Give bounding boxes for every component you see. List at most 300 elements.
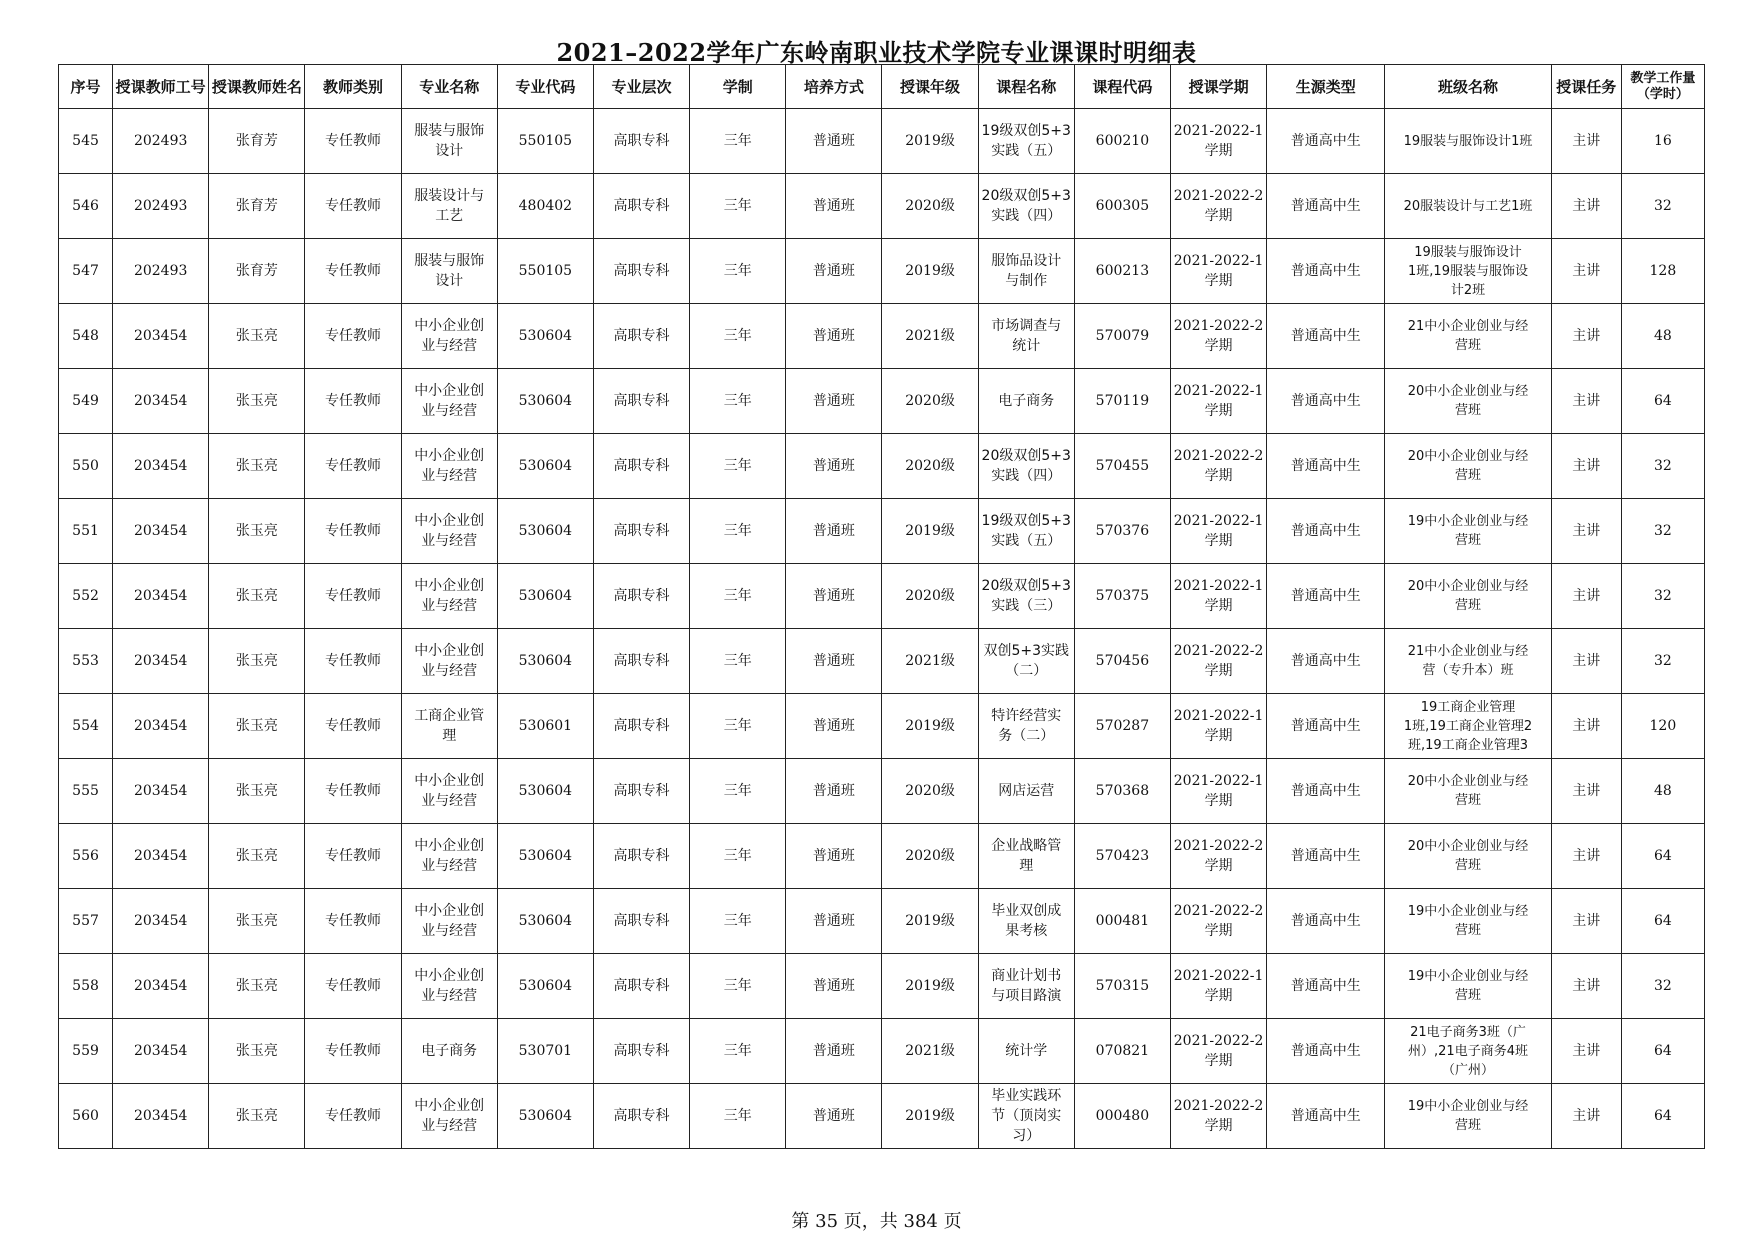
header-row bbox=[59, 65, 1705, 109]
major-code-cell: 530701 bbox=[497, 1019, 593, 1084]
major-level-cell: 高职专科 bbox=[593, 174, 689, 239]
class-name-cell: 20中小企业创业与经 营班 bbox=[1385, 759, 1551, 824]
training-mode-cell: 普通班 bbox=[786, 564, 882, 629]
header-cell: 学制 bbox=[690, 65, 786, 109]
teacher-type-cell: 专任教师 bbox=[305, 824, 401, 889]
course-code-cell: 070821 bbox=[1074, 1019, 1170, 1084]
class-name-cell: 20中小企业创业与经 营班 bbox=[1385, 824, 1551, 889]
teacher-name-cell: 张玉亮 bbox=[209, 564, 305, 629]
seq-cell: 559 bbox=[59, 1019, 113, 1084]
grade-cell: 2020级 bbox=[882, 434, 978, 499]
duration-cell: 三年 bbox=[690, 954, 786, 1019]
duration-cell: 三年 bbox=[690, 1019, 786, 1084]
task-cell: 主讲 bbox=[1551, 824, 1621, 889]
teacher-id-cell: 202493 bbox=[113, 239, 209, 304]
teacher-name-cell: 张玉亮 bbox=[209, 629, 305, 694]
course-name-cell: 服饰品设计 与制作 bbox=[978, 239, 1074, 304]
major-code-cell: 530604 bbox=[497, 629, 593, 694]
task-cell: 主讲 bbox=[1551, 369, 1621, 434]
course-name-cell: 电子商务 bbox=[978, 369, 1074, 434]
course-name-cell: 双创5+3实践 （二） bbox=[978, 629, 1074, 694]
major-level-cell: 高职专科 bbox=[593, 434, 689, 499]
workload-cell: 32 bbox=[1621, 564, 1704, 629]
teacher-name-cell: 张玉亮 bbox=[209, 759, 305, 824]
student-source-cell: 普通高中生 bbox=[1267, 369, 1385, 434]
course-code-cell: 570315 bbox=[1074, 954, 1170, 1019]
table-row bbox=[59, 954, 1705, 1019]
seq-cell: 547 bbox=[59, 239, 113, 304]
teacher-id-cell: 203454 bbox=[113, 369, 209, 434]
grade-cell: 2020级 bbox=[882, 174, 978, 239]
teacher-id-cell: 203454 bbox=[113, 304, 209, 369]
training-mode-cell: 普通班 bbox=[786, 369, 882, 434]
teacher-name-cell: 张育芳 bbox=[209, 239, 305, 304]
course-name-cell: 20级双创5+3 实践（四） bbox=[978, 174, 1074, 239]
major-level-cell: 高职专科 bbox=[593, 304, 689, 369]
major-name-cell: 中小企业创 业与经营 bbox=[401, 954, 497, 1019]
course-code-cell: 570368 bbox=[1074, 759, 1170, 824]
class-name-cell: 20中小企业创业与经 营班 bbox=[1385, 369, 1551, 434]
class-name-cell: 20中小企业创业与经 营班 bbox=[1385, 434, 1551, 499]
teacher-id-cell: 203454 bbox=[113, 629, 209, 694]
seq-cell: 553 bbox=[59, 629, 113, 694]
workload-cell: 128 bbox=[1621, 239, 1704, 304]
page-footer: 第 35 页，共 384 页 bbox=[791, 1211, 962, 1232]
grade-cell: 2019级 bbox=[882, 499, 978, 564]
student-source-cell: 普通高中生 bbox=[1267, 629, 1385, 694]
task-cell: 主讲 bbox=[1551, 694, 1621, 759]
student-source-cell: 普通高中生 bbox=[1267, 499, 1385, 564]
teacher-id-cell: 203454 bbox=[113, 499, 209, 564]
training-mode-cell: 普通班 bbox=[786, 1084, 882, 1149]
major-name-cell: 服装与服饰 设计 bbox=[401, 109, 497, 174]
semester-cell: 2021-2022-1 学期 bbox=[1170, 954, 1266, 1019]
duration-cell: 三年 bbox=[690, 824, 786, 889]
teacher-name-cell: 张玉亮 bbox=[209, 369, 305, 434]
header-cell: 培养方式 bbox=[786, 65, 882, 109]
task-cell: 主讲 bbox=[1551, 629, 1621, 694]
major-name-cell: 中小企业创 业与经营 bbox=[401, 824, 497, 889]
header-cell: 授课教师工号 bbox=[113, 65, 209, 109]
major-name-cell: 中小企业创 业与经营 bbox=[401, 564, 497, 629]
task-cell: 主讲 bbox=[1551, 109, 1621, 174]
task-cell: 主讲 bbox=[1551, 1019, 1621, 1084]
course-name-cell: 20级双创5+3 实践（三） bbox=[978, 564, 1074, 629]
student-source-cell: 普通高中生 bbox=[1267, 174, 1385, 239]
major-code-cell: 550105 bbox=[497, 109, 593, 174]
teacher-type-cell: 专任教师 bbox=[305, 174, 401, 239]
major-name-cell: 工商企业管 理 bbox=[401, 694, 497, 759]
major-code-cell: 530604 bbox=[497, 954, 593, 1019]
student-source-cell: 普通高中生 bbox=[1267, 304, 1385, 369]
workload-cell: 48 bbox=[1621, 759, 1704, 824]
table-body bbox=[59, 109, 1705, 1149]
teacher-type-cell: 专任教师 bbox=[305, 1019, 401, 1084]
training-mode-cell: 普通班 bbox=[786, 1019, 882, 1084]
header-cell: 序号 bbox=[59, 65, 113, 109]
teacher-name-cell: 张育芳 bbox=[209, 174, 305, 239]
table-row bbox=[59, 239, 1705, 304]
training-mode-cell: 普通班 bbox=[786, 239, 882, 304]
course-name-cell: 市场调查与 统计 bbox=[978, 304, 1074, 369]
course-name-cell: 统计学 bbox=[978, 1019, 1074, 1084]
header-cell: 授课教师姓名 bbox=[209, 65, 305, 109]
header-cell: 专业层次 bbox=[593, 65, 689, 109]
major-name-cell: 电子商务 bbox=[401, 1019, 497, 1084]
header-cell: 课程代码 bbox=[1074, 65, 1170, 109]
major-name-cell: 中小企业创 业与经营 bbox=[401, 304, 497, 369]
seq-cell: 549 bbox=[59, 369, 113, 434]
major-name-cell: 中小企业创 业与经营 bbox=[401, 499, 497, 564]
course-name-cell: 19级双创5+3 实践（五） bbox=[978, 499, 1074, 564]
class-name-cell: 21电子商务3班（广 州）,21电子商务4班 （广州） bbox=[1385, 1019, 1551, 1084]
workload-cell: 64 bbox=[1621, 889, 1704, 954]
course-name-cell: 企业战略管 理 bbox=[978, 824, 1074, 889]
duration-cell: 三年 bbox=[690, 889, 786, 954]
grade-cell: 2020级 bbox=[882, 564, 978, 629]
teacher-type-cell: 专任教师 bbox=[305, 239, 401, 304]
task-cell: 主讲 bbox=[1551, 759, 1621, 824]
teacher-name-cell: 张玉亮 bbox=[209, 824, 305, 889]
teacher-type-cell: 专任教师 bbox=[305, 1084, 401, 1149]
duration-cell: 三年 bbox=[690, 304, 786, 369]
header-cell: 授课任务 bbox=[1551, 65, 1621, 109]
table-row bbox=[59, 109, 1705, 174]
seq-cell: 557 bbox=[59, 889, 113, 954]
course-hours-table bbox=[58, 64, 1705, 1149]
table-row bbox=[59, 889, 1705, 954]
header-cell: 教学工作量（学时） bbox=[1621, 65, 1704, 109]
table-row bbox=[59, 434, 1705, 499]
semester-cell: 2021-2022-2 学期 bbox=[1170, 889, 1266, 954]
major-level-cell: 高职专科 bbox=[593, 499, 689, 564]
teacher-type-cell: 专任教师 bbox=[305, 564, 401, 629]
table-row bbox=[59, 174, 1705, 239]
class-name-cell: 19中小企业创业与经 营班 bbox=[1385, 889, 1551, 954]
student-source-cell: 普通高中生 bbox=[1267, 109, 1385, 174]
course-name-cell: 毕业双创成 果考核 bbox=[978, 889, 1074, 954]
major-code-cell: 530604 bbox=[497, 499, 593, 564]
class-name-cell: 21中小企业创业与经 营（专升本）班 bbox=[1385, 629, 1551, 694]
training-mode-cell: 普通班 bbox=[786, 304, 882, 369]
table-row bbox=[59, 564, 1705, 629]
table-row bbox=[59, 369, 1705, 434]
teacher-name-cell: 张玉亮 bbox=[209, 1019, 305, 1084]
major-code-cell: 530604 bbox=[497, 824, 593, 889]
major-code-cell: 480402 bbox=[497, 174, 593, 239]
teacher-type-cell: 专任教师 bbox=[305, 434, 401, 499]
major-name-cell: 中小企业创 业与经营 bbox=[401, 369, 497, 434]
duration-cell: 三年 bbox=[690, 499, 786, 564]
teacher-type-cell: 专任教师 bbox=[305, 889, 401, 954]
major-name-cell: 中小企业创 业与经营 bbox=[401, 1084, 497, 1149]
student-source-cell: 普通高中生 bbox=[1267, 1019, 1385, 1084]
task-cell: 主讲 bbox=[1551, 434, 1621, 499]
teacher-id-cell: 202493 bbox=[113, 109, 209, 174]
grade-cell: 2020级 bbox=[882, 369, 978, 434]
major-level-cell: 高职专科 bbox=[593, 954, 689, 1019]
course-name-cell: 毕业实践环 节（顶岗实 习） bbox=[978, 1084, 1074, 1149]
seq-cell: 551 bbox=[59, 499, 113, 564]
seq-cell: 555 bbox=[59, 759, 113, 824]
major-name-cell: 中小企业创 业与经营 bbox=[401, 889, 497, 954]
course-name-cell: 网店运营 bbox=[978, 759, 1074, 824]
duration-cell: 三年 bbox=[690, 434, 786, 499]
major-level-cell: 高职专科 bbox=[593, 824, 689, 889]
grade-cell: 2019级 bbox=[882, 1084, 978, 1149]
training-mode-cell: 普通班 bbox=[786, 694, 882, 759]
student-source-cell: 普通高中生 bbox=[1267, 564, 1385, 629]
training-mode-cell: 普通班 bbox=[786, 174, 882, 239]
workload-cell: 32 bbox=[1621, 499, 1704, 564]
semester-cell: 2021-2022-2 学期 bbox=[1170, 174, 1266, 239]
teacher-type-cell: 专任教师 bbox=[305, 499, 401, 564]
semester-cell: 2021-2022-2 学期 bbox=[1170, 434, 1266, 499]
header-cell: 授课学期 bbox=[1170, 65, 1266, 109]
student-source-cell: 普通高中生 bbox=[1267, 759, 1385, 824]
semester-cell: 2021-2022-2 学期 bbox=[1170, 1084, 1266, 1149]
course-code-cell: 000481 bbox=[1074, 889, 1170, 954]
student-source-cell: 普通高中生 bbox=[1267, 1084, 1385, 1149]
seq-cell: 546 bbox=[59, 174, 113, 239]
training-mode-cell: 普通班 bbox=[786, 889, 882, 954]
task-cell: 主讲 bbox=[1551, 954, 1621, 1019]
teacher-id-cell: 203454 bbox=[113, 824, 209, 889]
teacher-name-cell: 张玉亮 bbox=[209, 1084, 305, 1149]
major-code-cell: 530604 bbox=[497, 434, 593, 499]
seq-cell: 556 bbox=[59, 824, 113, 889]
student-source-cell: 普通高中生 bbox=[1267, 824, 1385, 889]
student-source-cell: 普通高中生 bbox=[1267, 954, 1385, 1019]
semester-cell: 2021-2022-1 学期 bbox=[1170, 369, 1266, 434]
training-mode-cell: 普通班 bbox=[786, 759, 882, 824]
page-title: 2021–2022学年广东岭南职业技术学院专业课课时明细表 bbox=[556, 38, 1197, 67]
course-code-cell: 600305 bbox=[1074, 174, 1170, 239]
teacher-type-cell: 专任教师 bbox=[305, 109, 401, 174]
major-level-cell: 高职专科 bbox=[593, 889, 689, 954]
semester-cell: 2021-2022-1 学期 bbox=[1170, 694, 1266, 759]
training-mode-cell: 普通班 bbox=[786, 434, 882, 499]
teacher-type-cell: 专任教师 bbox=[305, 304, 401, 369]
grade-cell: 2021级 bbox=[882, 629, 978, 694]
class-name-cell: 19中小企业创业与经 营班 bbox=[1385, 954, 1551, 1019]
training-mode-cell: 普通班 bbox=[786, 824, 882, 889]
training-mode-cell: 普通班 bbox=[786, 954, 882, 1019]
duration-cell: 三年 bbox=[690, 694, 786, 759]
task-cell: 主讲 bbox=[1551, 1084, 1621, 1149]
semester-cell: 2021-2022-2 学期 bbox=[1170, 629, 1266, 694]
major-name-cell: 中小企业创 业与经营 bbox=[401, 434, 497, 499]
major-level-cell: 高职专科 bbox=[593, 694, 689, 759]
major-code-cell: 530604 bbox=[497, 564, 593, 629]
course-code-cell: 600210 bbox=[1074, 109, 1170, 174]
workload-cell: 64 bbox=[1621, 1019, 1704, 1084]
major-name-cell: 中小企业创 业与经营 bbox=[401, 759, 497, 824]
workload-cell: 32 bbox=[1621, 954, 1704, 1019]
course-code-cell: 570119 bbox=[1074, 369, 1170, 434]
class-name-cell: 20中小企业创业与经 营班 bbox=[1385, 564, 1551, 629]
duration-cell: 三年 bbox=[690, 369, 786, 434]
teacher-name-cell: 张玉亮 bbox=[209, 694, 305, 759]
duration-cell: 三年 bbox=[690, 1084, 786, 1149]
course-code-cell: 570456 bbox=[1074, 629, 1170, 694]
task-cell: 主讲 bbox=[1551, 239, 1621, 304]
task-cell: 主讲 bbox=[1551, 889, 1621, 954]
seq-cell: 545 bbox=[59, 109, 113, 174]
student-source-cell: 普通高中生 bbox=[1267, 889, 1385, 954]
class-name-cell: 19服装与服饰设计1班 bbox=[1385, 109, 1551, 174]
teacher-id-cell: 202493 bbox=[113, 174, 209, 239]
seq-cell: 560 bbox=[59, 1084, 113, 1149]
major-code-cell: 530604 bbox=[497, 369, 593, 434]
duration-cell: 三年 bbox=[690, 109, 786, 174]
teacher-id-cell: 203454 bbox=[113, 564, 209, 629]
table-row bbox=[59, 304, 1705, 369]
major-name-cell: 服装与服饰 设计 bbox=[401, 239, 497, 304]
class-name-cell: 20服装设计与工艺1班 bbox=[1385, 174, 1551, 239]
teacher-id-cell: 203454 bbox=[113, 1084, 209, 1149]
teacher-name-cell: 张玉亮 bbox=[209, 889, 305, 954]
major-code-cell: 530601 bbox=[497, 694, 593, 759]
workload-cell: 32 bbox=[1621, 174, 1704, 239]
student-source-cell: 普通高中生 bbox=[1267, 694, 1385, 759]
class-name-cell: 19中小企业创业与经 营班 bbox=[1385, 499, 1551, 564]
semester-cell: 2021-2022-2 学期 bbox=[1170, 1019, 1266, 1084]
teacher-name-cell: 张玉亮 bbox=[209, 434, 305, 499]
header-cell: 授课年级 bbox=[882, 65, 978, 109]
workload-cell: 16 bbox=[1621, 109, 1704, 174]
teacher-name-cell: 张玉亮 bbox=[209, 499, 305, 564]
task-cell: 主讲 bbox=[1551, 564, 1621, 629]
workload-cell: 64 bbox=[1621, 1084, 1704, 1149]
course-code-cell: 570455 bbox=[1074, 434, 1170, 499]
teacher-type-cell: 专任教师 bbox=[305, 629, 401, 694]
table-row bbox=[59, 499, 1705, 564]
task-cell: 主讲 bbox=[1551, 499, 1621, 564]
duration-cell: 三年 bbox=[690, 239, 786, 304]
teacher-type-cell: 专任教师 bbox=[305, 759, 401, 824]
course-name-cell: 特许经营实 务（二） bbox=[978, 694, 1074, 759]
class-name-cell: 19中小企业创业与经 营班 bbox=[1385, 1084, 1551, 1149]
task-cell: 主讲 bbox=[1551, 304, 1621, 369]
duration-cell: 三年 bbox=[690, 629, 786, 694]
course-name-cell: 19级双创5+3 实践（五） bbox=[978, 109, 1074, 174]
major-level-cell: 高职专科 bbox=[593, 369, 689, 434]
workload-cell: 48 bbox=[1621, 304, 1704, 369]
seq-cell: 550 bbox=[59, 434, 113, 499]
major-level-cell: 高职专科 bbox=[593, 109, 689, 174]
table-row bbox=[59, 824, 1705, 889]
major-code-cell: 550105 bbox=[497, 239, 593, 304]
seq-cell: 548 bbox=[59, 304, 113, 369]
course-code-cell: 570376 bbox=[1074, 499, 1170, 564]
major-name-cell: 服装设计与 工艺 bbox=[401, 174, 497, 239]
teacher-id-cell: 203454 bbox=[113, 1019, 209, 1084]
grade-cell: 2021级 bbox=[882, 1019, 978, 1084]
course-code-cell: 570375 bbox=[1074, 564, 1170, 629]
major-level-cell: 高职专科 bbox=[593, 239, 689, 304]
teacher-name-cell: 张玉亮 bbox=[209, 304, 305, 369]
duration-cell: 三年 bbox=[690, 564, 786, 629]
teacher-name-cell: 张玉亮 bbox=[209, 954, 305, 1019]
major-level-cell: 高职专科 bbox=[593, 564, 689, 629]
major-code-cell: 530604 bbox=[497, 1084, 593, 1149]
class-name-cell: 19工商企业管理 1班,19工商企业管理2 班,19工商企业管理3 bbox=[1385, 694, 1551, 759]
course-code-cell: 000480 bbox=[1074, 1084, 1170, 1149]
student-source-cell: 普通高中生 bbox=[1267, 239, 1385, 304]
seq-cell: 558 bbox=[59, 954, 113, 1019]
grade-cell: 2020级 bbox=[882, 824, 978, 889]
workload-cell: 32 bbox=[1621, 434, 1704, 499]
workload-cell: 64 bbox=[1621, 824, 1704, 889]
teacher-id-cell: 203454 bbox=[113, 889, 209, 954]
table-row bbox=[59, 1084, 1705, 1149]
semester-cell: 2021-2022-2 学期 bbox=[1170, 304, 1266, 369]
teacher-id-cell: 203454 bbox=[113, 759, 209, 824]
teacher-id-cell: 203454 bbox=[113, 954, 209, 1019]
semester-cell: 2021-2022-1 学期 bbox=[1170, 564, 1266, 629]
major-code-cell: 530604 bbox=[497, 759, 593, 824]
table-row bbox=[59, 629, 1705, 694]
teacher-type-cell: 专任教师 bbox=[305, 694, 401, 759]
header-cell: 教师类别 bbox=[305, 65, 401, 109]
training-mode-cell: 普通班 bbox=[786, 629, 882, 694]
duration-cell: 三年 bbox=[690, 174, 786, 239]
course-code-cell: 570423 bbox=[1074, 824, 1170, 889]
grade-cell: 2020级 bbox=[882, 759, 978, 824]
workload-cell: 64 bbox=[1621, 369, 1704, 434]
header-cell: 课程名称 bbox=[978, 65, 1074, 109]
seq-cell: 554 bbox=[59, 694, 113, 759]
semester-cell: 2021-2022-1 学期 bbox=[1170, 759, 1266, 824]
teacher-type-cell: 专任教师 bbox=[305, 369, 401, 434]
course-name-cell: 20级双创5+3 实践（四） bbox=[978, 434, 1074, 499]
semester-cell: 2021-2022-1 学期 bbox=[1170, 499, 1266, 564]
seq-cell: 552 bbox=[59, 564, 113, 629]
task-cell: 主讲 bbox=[1551, 174, 1621, 239]
grade-cell: 2019级 bbox=[882, 954, 978, 1019]
grade-cell: 2019级 bbox=[882, 694, 978, 759]
major-level-cell: 高职专科 bbox=[593, 1019, 689, 1084]
teacher-type-cell: 专任教师 bbox=[305, 954, 401, 1019]
course-code-cell: 570287 bbox=[1074, 694, 1170, 759]
table-row bbox=[59, 759, 1705, 824]
semester-cell: 2021-2022-1 学期 bbox=[1170, 109, 1266, 174]
training-mode-cell: 普通班 bbox=[786, 499, 882, 564]
grade-cell: 2019级 bbox=[882, 239, 978, 304]
class-name-cell: 21中小企业创业与经 营班 bbox=[1385, 304, 1551, 369]
major-code-cell: 530604 bbox=[497, 889, 593, 954]
major-code-cell: 530604 bbox=[497, 304, 593, 369]
header-cell: 生源类型 bbox=[1267, 65, 1385, 109]
major-level-cell: 高职专科 bbox=[593, 759, 689, 824]
grade-cell: 2019级 bbox=[882, 109, 978, 174]
header-cell: 专业代码 bbox=[497, 65, 593, 109]
semester-cell: 2021-2022-1 学期 bbox=[1170, 239, 1266, 304]
grade-cell: 2019级 bbox=[882, 889, 978, 954]
teacher-id-cell: 203454 bbox=[113, 434, 209, 499]
workload-cell: 32 bbox=[1621, 629, 1704, 694]
semester-cell: 2021-2022-2 学期 bbox=[1170, 824, 1266, 889]
workload-cell: 120 bbox=[1621, 694, 1704, 759]
grade-cell: 2021级 bbox=[882, 304, 978, 369]
training-mode-cell: 普通班 bbox=[786, 109, 882, 174]
major-name-cell: 中小企业创 业与经营 bbox=[401, 629, 497, 694]
major-level-cell: 高职专科 bbox=[593, 1084, 689, 1149]
header-cell: 班级名称 bbox=[1385, 65, 1551, 109]
header-cell: 专业名称 bbox=[401, 65, 497, 109]
student-source-cell: 普通高中生 bbox=[1267, 434, 1385, 499]
